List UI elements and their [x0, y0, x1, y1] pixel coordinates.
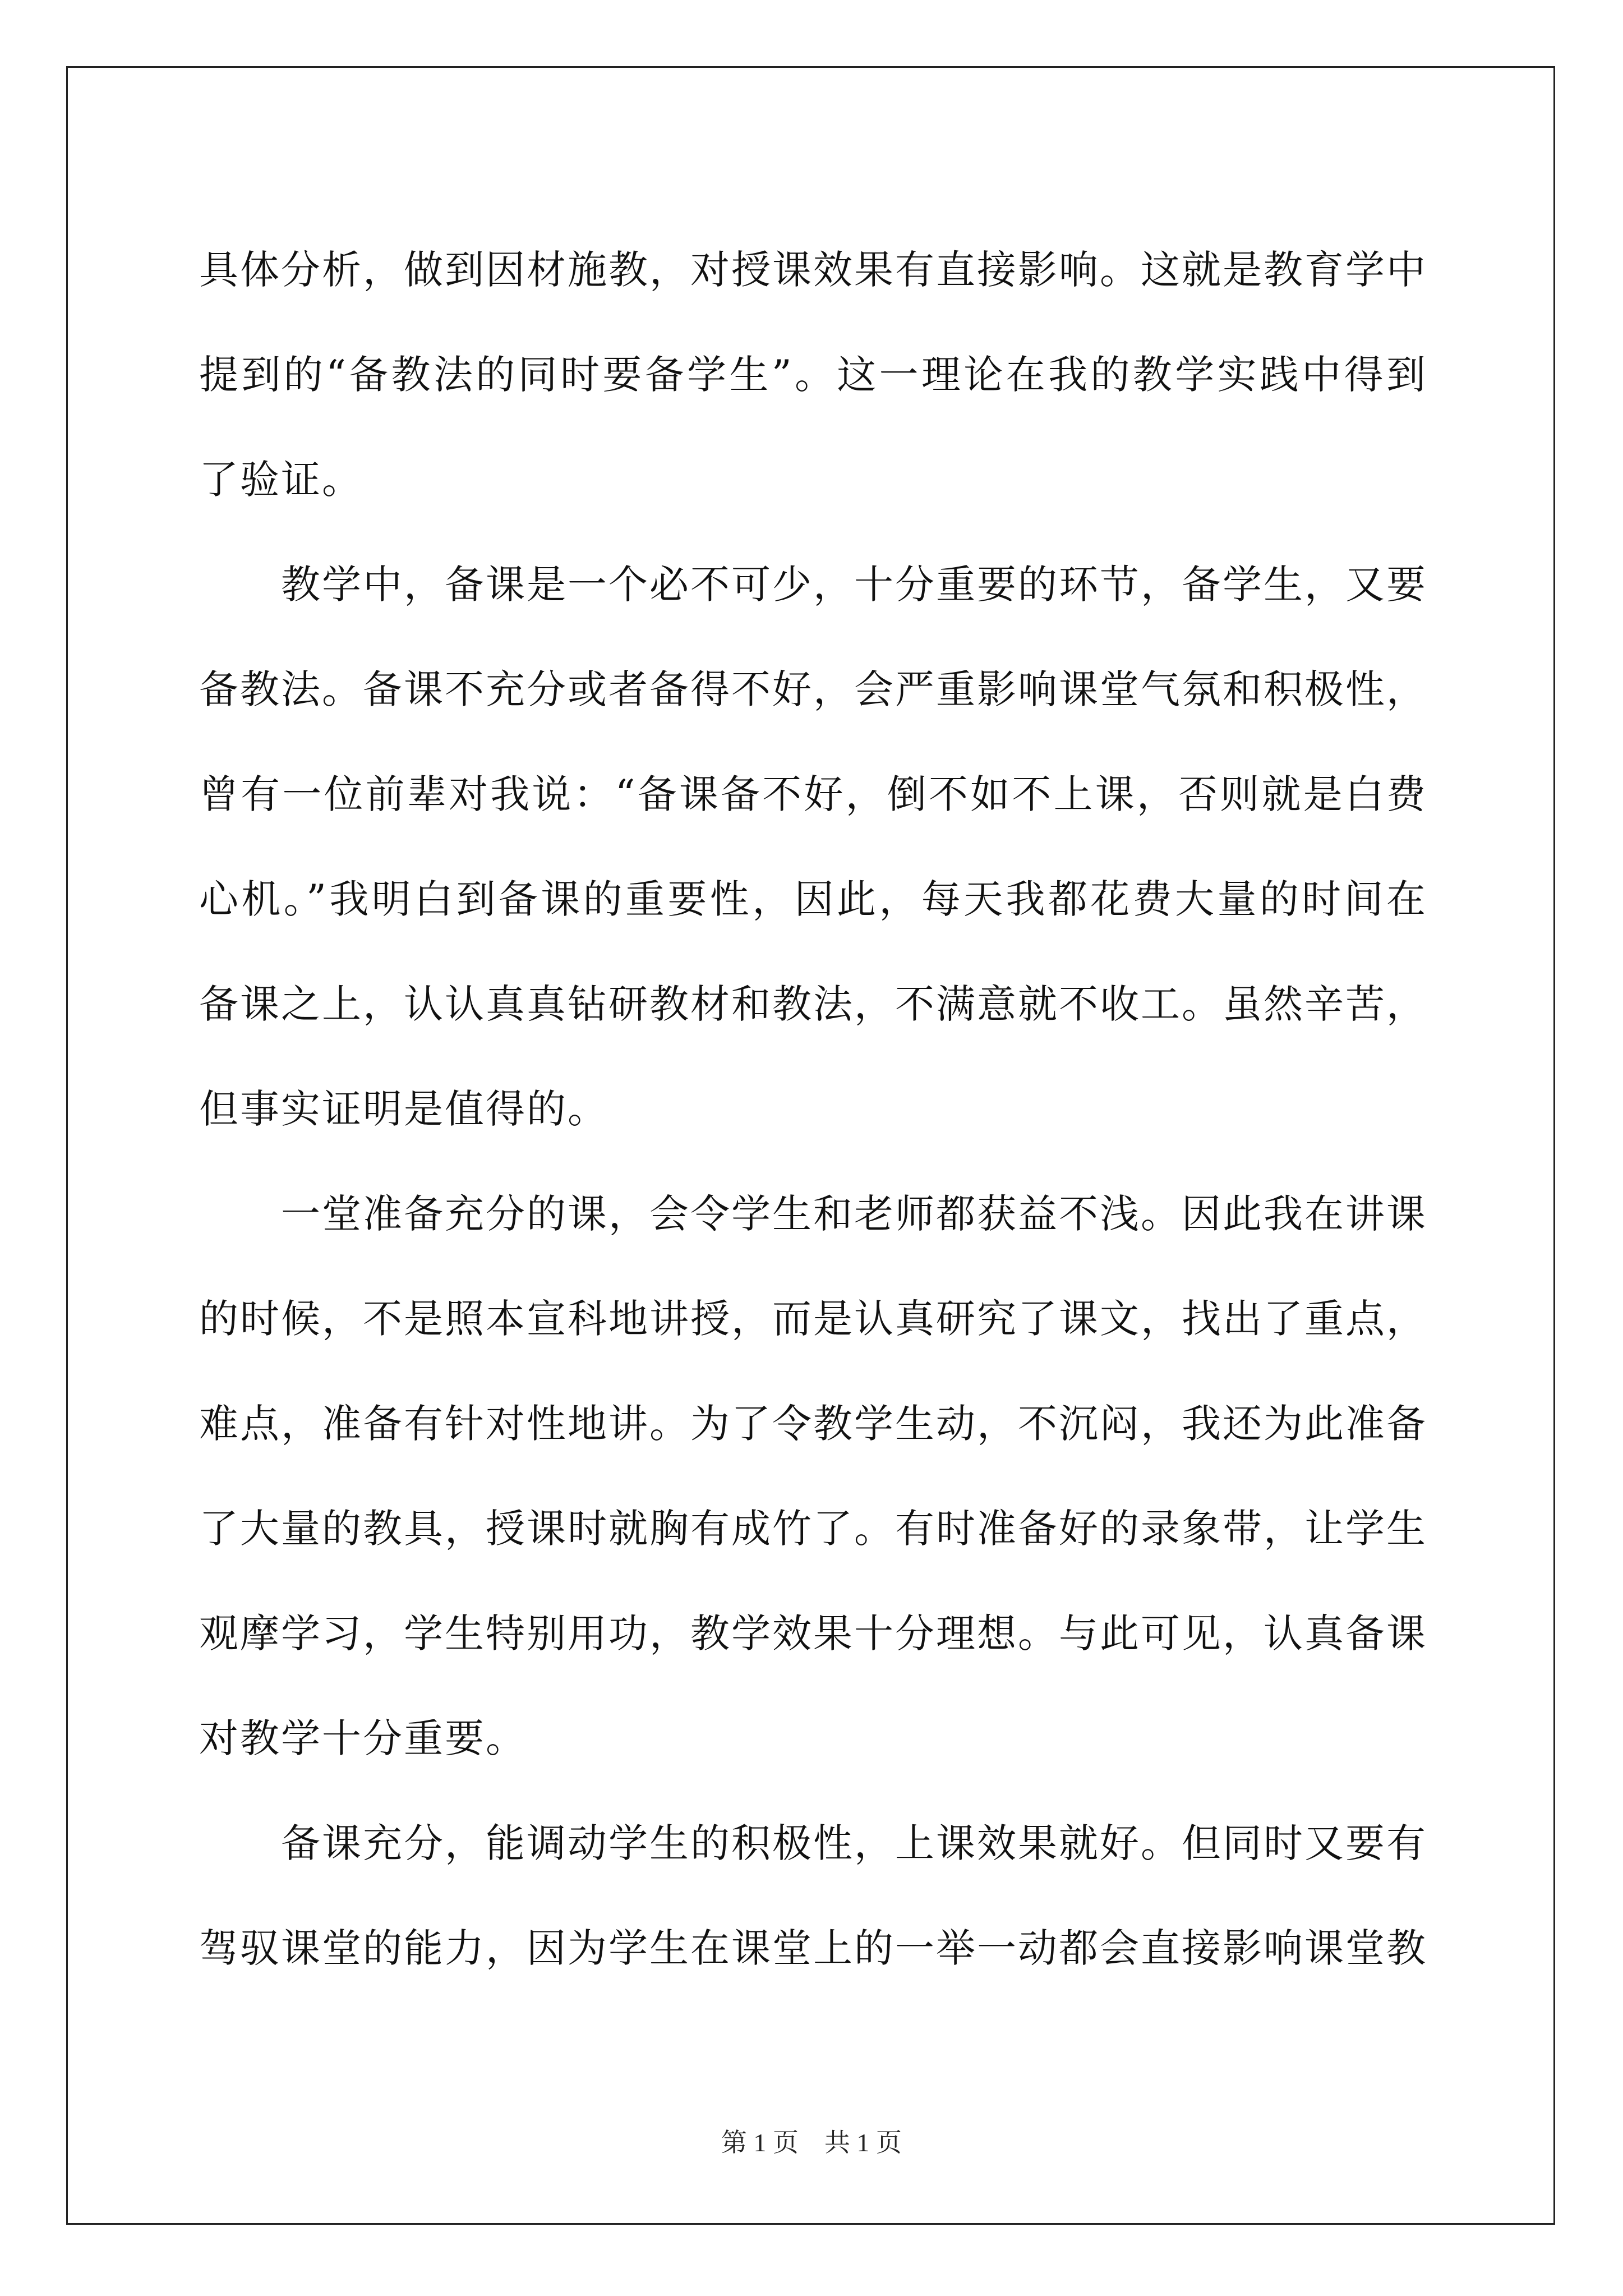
paragraph-3: 一堂准备充分的课，会令学生和老师都获益不浅。因此我在讲课的时候，不是照本宣科地讲授，而是认真研究了课文，找出了重点，难点，准备有针对性地讲。为了令教学生动，不沉闷，我还为此准备了大量的教具，授课时就胸有成竹了。有时准备好的录象带，让学生观摩学习，学生特别用功，教学效果十分理想。与此可见，认真备课对教学十分重要。 [199, 1191, 1427, 1761]
paragraph-4: 备课充分，能调动学生的积极性，上课效果就好。但同时又要有驾驭课堂的能力，因为学生在课堂上的一举一动都会直接影响课堂教 [199, 1820, 1427, 1971]
page-number: 第 1 页 [721, 2128, 799, 2157]
page-footer [0, 2126, 1623, 2160]
page-total: 共 1 页 [824, 2128, 902, 2157]
footer-spacer [799, 2128, 824, 2157]
paragraph-2: 教学中，备课是一个必不可少，十分重要的环节，备学生，又要备教法。备课不充分或者备得不好，会严重影响课堂气氛和积极性，曾有一位前辈对我说：“备课备不好，倒不如不上课，否则就是白费心机。”我明白到备课的重要性，因此，每天我都花费大量的时间在备课之上，认认真真钻研教材和教法，不满意就不收工。虽然辛苦，但事实证明是值得的。 [199, 562, 1427, 1132]
document-body [199, 218, 1427, 2001]
paragraph-1: 具体分析，做到因材施教，对授课效果有直接影响。这就是教育学中提到的“备教法的同时要备学生”。这一理论在我的教学实践中得到了验证。 [199, 247, 1427, 503]
